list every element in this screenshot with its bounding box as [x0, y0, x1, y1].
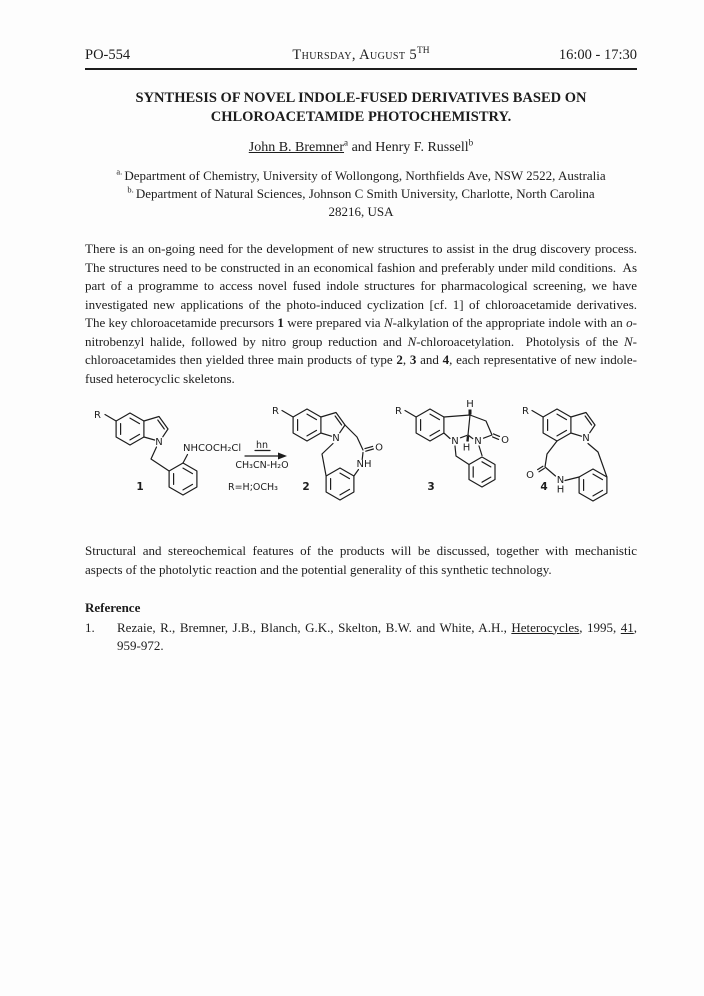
affiliation-line-3: 28216, USA — [328, 204, 394, 219]
lactam-chain — [345, 425, 363, 460]
r-group-label: R — [395, 406, 402, 417]
hydrogen-label-mid: H — [462, 442, 471, 454]
oxygen-label: O — [526, 470, 534, 481]
chloroacetamide-label: NHCOCH₂Cl — [183, 443, 242, 454]
arrow-head — [278, 453, 287, 460]
compound-number-3: 3 — [427, 481, 435, 493]
reference-section — [85, 599, 637, 656]
hydrogen-label-top: H — [466, 399, 474, 410]
nitrogen-label-2: N — [474, 436, 482, 447]
compound-2 — [272, 406, 383, 500]
carbonyl-double-bond — [365, 446, 373, 451]
abstract-paragraph: There is an on-going need for the development of new structures to assist in the drug discovery process. The structures need to be constructed in an economical fashion and preferably under mild conditions. As part of a programme to access novel fused indole structures for pharmacological screening, we have investigated new applications of the photo-induced cyclization [cf. 1] of chloroacetamide derivatives. The key chloroacetamide precursors 1 were prepared via N-alkylation of the appropriate indole with an o-nitrobenzyl halide, followed by nitro group reduction and N-chloroacetylation. Photolysis of the N-chloroacetamides then yielded three main products of type 2, 3 and 4, each representative of new indole-fused heterocyclic skeletons. — [85, 241, 644, 386]
reaction-scheme-svg — [85, 397, 650, 517]
r-bond — [405, 411, 416, 418]
affiliation-line-2: $^{b.}$ Department of Natural Sciences, Johnson C Smith University, Charlotte, North Carolina — [127, 184, 595, 201]
paper-title-line2: CHLOROACETAMIDE PHOTOCHEMISTRY. — [210, 109, 512, 125]
compound-3 — [395, 399, 509, 493]
r-bond — [282, 411, 293, 418]
session-code: PO-554 — [85, 47, 131, 63]
oxygen-label: O — [375, 442, 383, 454]
r-bond — [105, 415, 116, 422]
compound-4 — [522, 406, 607, 501]
compound-number-1: 1 — [136, 481, 144, 493]
affiliation-line-1: $^{a.}$ Department of Chemistry, University of Wollongong, Northfields Ave, NSW 2522, Australia — [116, 166, 606, 183]
ring-ch2-bond — [322, 444, 333, 477]
reference-text: Rezaie, R., Bremner, J.B., Blanch, G.K., Skelton, B.W. and White, A.H., Heterocycles, 1995, 41, 959-972. — [117, 619, 638, 653]
carbonyl-double-bond — [538, 466, 545, 472]
carbonyl-double-bond — [493, 434, 500, 440]
reference-heading: Reference — [85, 600, 141, 615]
session-time: 16:00 - 17:30 — [558, 47, 637, 63]
nh-hydrogen-label: H — [556, 484, 565, 496]
compound-number-2: 2 — [302, 481, 310, 493]
reference-item — [85, 619, 637, 656]
authors-line: John B. Bremner$^a$ and Henry F. Russell$^b$ — [248, 137, 474, 155]
discussion-paragraph: Structural and stereochemical features of the products will be discussed, together with mechanistic aspects of the photolytic reaction and the potential generality of this synthetic technology. — [85, 543, 641, 577]
r-bond — [532, 411, 543, 418]
compound-1 — [94, 410, 241, 495]
pyrrolidine-ring — [444, 415, 470, 439]
r-group-label: R — [272, 406, 279, 417]
reaction-scheme-figure — [85, 397, 637, 523]
r-definition-label: R=H;OCH₃ — [228, 482, 278, 493]
amide-bond — [183, 455, 188, 464]
paper-title — [85, 89, 637, 127]
affiliations-block — [85, 167, 637, 221]
lactam-chain — [545, 441, 557, 476]
nh-label: NH — [356, 459, 372, 470]
oxygen-label: O — [501, 435, 509, 446]
solvent-label: CH₃CN-H₂O — [235, 460, 289, 471]
r-group-label: R — [522, 406, 529, 417]
nitrogen-label: N — [582, 433, 590, 444]
benzylic-bond — [151, 447, 169, 471]
reference-number: 1. — [85, 619, 95, 635]
stereo-wedge-mid — [468, 436, 469, 442]
nitrogen-label: N — [155, 437, 163, 448]
session-header — [85, 47, 637, 70]
paper-title-line1: SYNTHESIS OF NOVEL INDOLE-FUSED DERIVATIVES BASED ON — [135, 90, 587, 106]
r-group-label: R — [94, 410, 101, 421]
nitrogen-label: N — [332, 433, 340, 444]
hv-label: hn — [255, 440, 269, 451]
session-date: Thursday, August 5TH — [292, 46, 430, 63]
page-content — [85, 46, 644, 656]
nh-nitrogen-label: N — [556, 475, 565, 486]
compound-number-4: 4 — [540, 481, 548, 493]
nitrogen-label-1: N — [451, 436, 459, 447]
